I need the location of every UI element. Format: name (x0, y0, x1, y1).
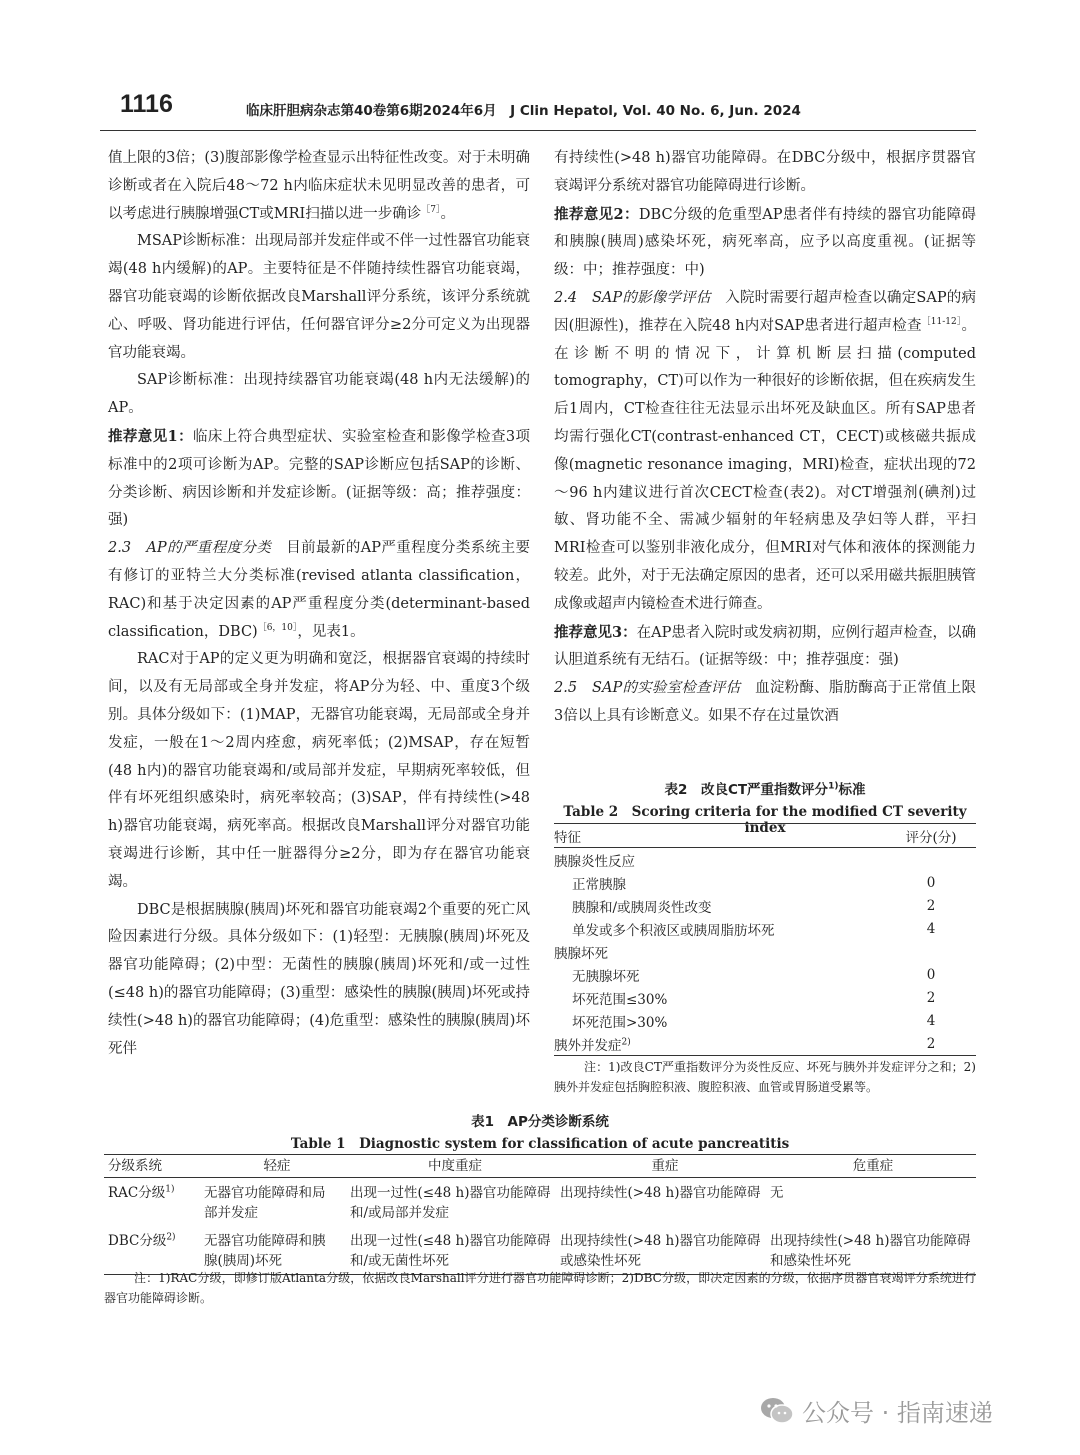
table1-title-cn: 表1 AP分类诊断系统 (471, 1114, 609, 1130)
paragraph-dbc: DBC是根据胰腺(胰周)坏死和器官功能衰竭2个重要的死亡风险因素进行分级。具体分级如下：(1)轻型：无胰腺(胰周)坏死及器官功能障碍；(2)中型：无菌性的胰腺(胰周)坏死和/或一过性(≤48 h)的器官功能障碍；(3)重型：感染性的胰腺(胰周)坏死或持续性(>48 h)的器官功能障碍；(4)危重型：感染性的胰腺(胰周)坏死伴 (108, 901, 530, 1057)
journal-title: 临床肝胆病杂志第40卷第6期2024年6月 J Clin Hepatol, Vol. 40 No. 6, Jun. 2024 (246, 103, 801, 119)
wechat-icon (760, 1396, 794, 1426)
table-row: 单发或多个积液区或胰周脂肪坏死 4 (572, 920, 936, 939)
table-row: 胰腺坏死 (554, 945, 608, 962)
table-row: 坏死范围≤30% 2 (572, 989, 936, 1008)
watermark (760, 1393, 993, 1428)
page-header (100, 90, 976, 131)
table-row: 胰腺和/或胰周炎性改变 2 (572, 897, 936, 916)
left-column (108, 145, 530, 1063)
paragraph-msap: MSAP诊断标准：出现局部并发症伴或不伴一过性器官功能衰竭(48 h内缓解)的AP。主要特征是不伴随持续性器官功能衰竭，器官功能衰竭的诊断依据改良Marshall评分系统，该评分系统就心、呼吸、肾功能进行评估，任何器官评分≥2分可定义为出现器官功能衰竭。 (108, 233, 531, 361)
paragraph-sap: SAP诊断标准：出现持续器官功能衰竭(48 h内无法缓解)的AP。 (108, 372, 530, 417)
table-row: 胰外并发症$^{2)}$ 2 (554, 1032, 976, 1056)
table2-title-cn: 表2 改良CT严重指数评分$^{1)}$标准 (664, 781, 866, 798)
table2-note: 注：1)改良CT严重指数评分为炎性反应、坏死与胰外并发症评分之和；2)胰外并发症包括胸腔积液、腹腔积液、血管或胃肠道受累等。 (554, 1060, 976, 1094)
paragraph: 值上限的3倍；(3)腹部影像学检查显示出特征性改变。对于未明确诊断或者在入院后48～72 h内临床症状未见明显改善的患者，可以考虑进行胰腺增强CT或MRI扫描以进一步确诊$^{[7]}$。 (108, 150, 530, 222)
table2-title-en: Table 2 Scoring criteria for the modified CT severity index (563, 804, 967, 836)
recommendation-2: 推荐意见2：DBC分级的危重型AP患者伴有持续的器官功能障碍和胰腺(胰周)感染坏死，病死率高，应予以高度重视。(证据等级：中；推荐强度：中) (554, 205, 976, 279)
section-2-4: 2.4 SAP的影像学评估 入院时需要行超声检查以确定SAP的病因(胆源性)，推荐在入院48 h内对SAP患者进行超声检查$^{[11-12]}$。在诊断不明的情况下，计算机断层扫描(computed tomography，CT)可以作为一种很好的诊断依据，但在疾病发生后1周内，CT检查往往无法显示出坏死及缺血区。所有SAP患者均需行强化CT(contrast-enhanced CT，CECT)或核磁共振成像(magnetic resonance imaging，MRI)检查，症状出现的72～96 h内建议进行首次CECT检查(表2)。对CT增强剂(碘剂)过敏、肾功能不全、需减少辐射的年轻病患及孕妇等人群，平扫MRI检查可以鉴别非液化成分，但MRI对气体和液体的探测能力较差。此外，对于无法确定原因的患者，还可以采用磁共振胆胰管成像或超声内镜检查术进行筛查。 (554, 289, 977, 612)
table-header-row: 分级系统 轻症 中度重症 重症 危重症 (104, 1155, 976, 1178)
table-row-rac: RAC分级$^{1)}$ 无器官功能障碍和局部并发症 出现一过性(≤48 h)器官功能障碍和/或局部并发症 出现持续性(>48 h)器官功能障碍 无 (108, 1184, 784, 1221)
section-2-3: 2.3 AP的严重程度分类 目前最新的AP严重程度分类系统主要有修订的亚特兰大分类标准(revised atlanta classification，RAC)和基于决定因素的AP严重程度分类(determinant-based classification，DBC)$^{[6,10]}$，见表1。 (108, 540, 530, 640)
table-row: 无胰腺坏死 0 (572, 966, 936, 985)
recommendation-1: 推荐意见1：临床上符合典型症状、实验室检查和影像学检查3项标准中的2项可诊断为AP。完整的SAP诊断应包括SAP的诊断、分类诊断、病因诊断和并发症诊断。(证据等级：高；推荐强度：强) (108, 427, 530, 529)
recommendation-3: 推荐意见3：在AP患者入院时或发病初期，应例行超声检查，以确认胆道系统有无结石。(证据等级：中；推荐强度：强) (554, 623, 977, 669)
right-column (554, 145, 976, 731)
paragraph-rac: RAC对于AP的定义更为明确和宽泛，根据器官衰竭的持续时间，以及有无局部或全身并发症，将AP分为轻、中、重度3个级别。具体分级如下：(1)MAP，无器官功能衰竭，无局部或全身并发症，一般在1～2周内痊愈，病死率低；(2)MSAP，存在短暂(48 h内)的器官功能衰竭和/或局部并发症，早期病死率较低，但伴有坏死组织感染时，病死率较高；(3)SAP，伴有持续性(>48 h)器官功能衰竭，病死率高。根据改良Marshall评分对器官功能衰竭进行诊断，其中任一脏器得分≥2分，即为存在器官功能衰竭。 (108, 651, 530, 890)
table1-title-en: Table 1 Diagnostic system for classification of acute pancreatitis (290, 1136, 790, 1152)
table-row: 正常胰腺 0 (572, 874, 936, 893)
page-number: 1116 (120, 90, 173, 118)
watermark-text: 公众号 · 指南速递 (802, 1399, 993, 1427)
table1 (104, 1154, 976, 1275)
table2 (554, 823, 976, 1056)
section-2-5: 2.5 SAP的实验室检查评估 血淀粉酶、脂肪酶高于正常值上限3倍以上具有诊断意义。如果不存在过量饮酒 (554, 680, 976, 724)
table-row: 胰腺炎性反应 (554, 853, 635, 870)
table-row: 坏死范围>30% 4 (572, 1012, 936, 1031)
table1-note: 注：1)RAC分级，即修订版Atlanta分级，依据改良Marshall评分进行器官功能障碍诊断；2)DBC分级，即决定因素的分级，依据序贯器官衰竭评分系统进行器官功能障碍诊断。 (104, 1271, 976, 1305)
table-header-row: 特征 评分(分) (554, 824, 976, 848)
paragraph: 有持续性(>48 h)器官功能障碍。在DBC分级中，根据序贯器官衰竭评分系统对器官功能障碍进行诊断。 (554, 150, 976, 194)
table-row-dbc: DBC分级$^{2)}$ 无器官功能障碍和胰腺(胰周)坏死 出现一过性(≤48 h)器官功能障碍和/或无菌性坏死 出现持续性(>48 h)器官功能障碍或感染性坏死 出现持续性(>48 h)器官功能障碍和感染性坏死 (104, 1226, 976, 1275)
